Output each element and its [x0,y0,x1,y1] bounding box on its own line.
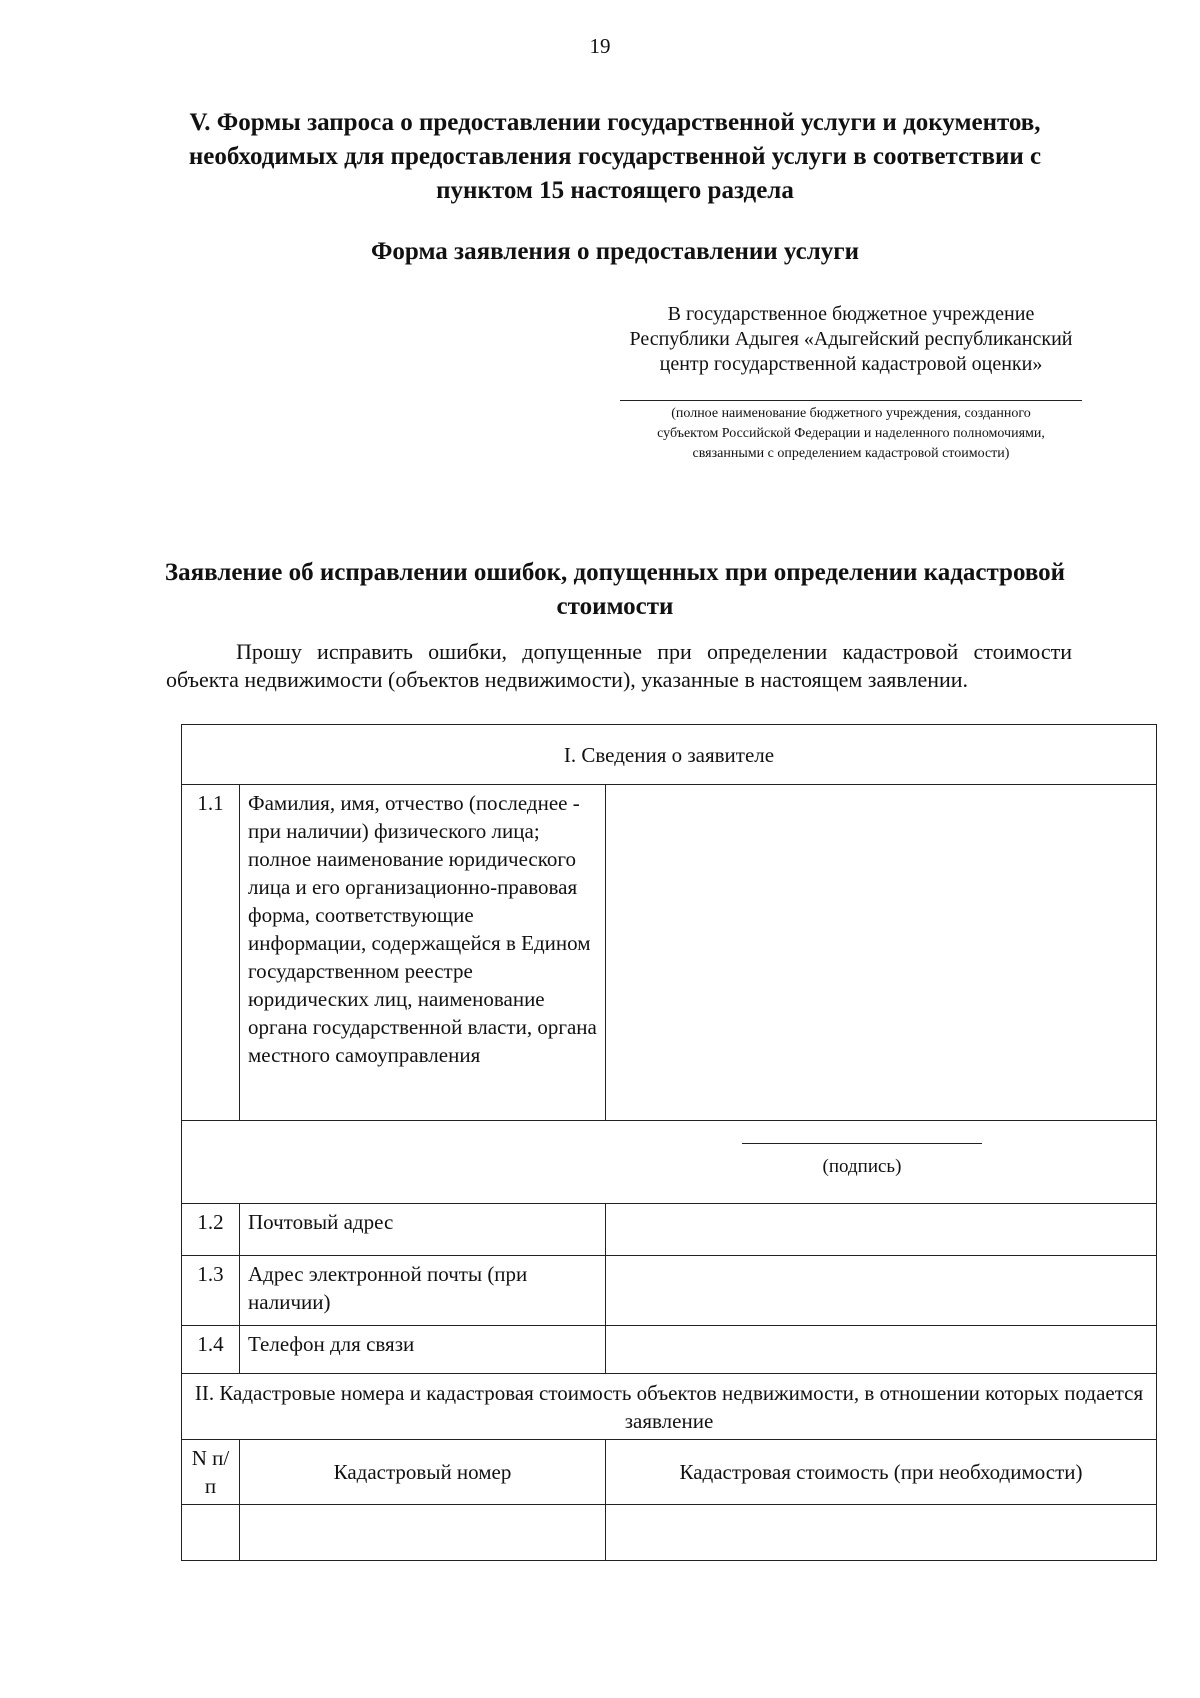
applicant-name-label: Фамилия, имя, отчество (последнее - при наличии) физического лица; полное наименование юридического лица и его организационно-правовая форма, соответствующие информации, содержащейся в Едином государственном реестре юридических лиц, наименование органа государственной власти, органа местного самоуправления [240,785,606,1121]
intro-text: Прошу исправить ошибки, допущенные при определении кадастровой стоимости объекта недвижимости (объектов недвижимости), указанные в настоящем заявлении. [166,639,1072,692]
application-form-table [181,724,1157,1561]
col-cadastral-number-header: Кадастровый номер [240,1440,606,1505]
row-number: 1.1 [182,785,240,1121]
section1-header-row [182,725,1157,785]
recipient-name: В государственное бюджетное учреждение Республики Адыгея «Адыгейский республиканский центр государственной кадастровой оценки» [629,303,1073,375]
phone-field[interactable] [606,1326,1157,1374]
objects-column-header-row [182,1440,1157,1505]
email-row [182,1256,1157,1326]
cadastral-value-field[interactable] [606,1505,1157,1561]
email-label: Адрес электронной почты (при наличии) [240,1256,606,1326]
postal-address-field[interactable] [606,1204,1157,1256]
signature-field[interactable] [182,1121,1157,1204]
phone-label: Телефон для связи [240,1326,606,1374]
section2-header: II. Кадастровые номера и кадастровая стоимость объектов недвижимости, в отношении которых подается заявление [182,1374,1157,1440]
object-number-field[interactable] [182,1505,240,1561]
page-number: 19 [589,34,611,58]
applicant-name-row [182,785,1157,1121]
row-number: 1.4 [182,1326,240,1374]
col-number-header: N п/п [182,1440,240,1505]
form-title: Форма заявления о предоставлении услуги [370,238,860,265]
recipient-caption: (полное наименование бюджетного учреждения, созданного субъектом Российской Федерации и наделенного полномочиями, связанными с определением кадастровой стоимости) [657,406,1045,461]
section1-header: I. Сведения о заявителе [182,725,1157,785]
col-cadastral-value-header: Кадастровая стоимость (при необходимости) [606,1440,1157,1505]
row-number: 1.2 [182,1204,240,1256]
phone-row [182,1326,1157,1374]
signature-row [182,1121,1157,1204]
intro-paragraph [166,638,1072,694]
section2-header-row [182,1374,1157,1440]
email-field[interactable] [606,1256,1157,1326]
postal-address-label: Почтовый адрес [240,1204,606,1256]
postal-address-row [182,1204,1157,1256]
section-title: V. Формы запроса о предоставлении государственной услуги и документов, необходимых для предоставления государственной услуги в соответствии с пунктом 15 настоящего раздела [188,109,1042,204]
row-number: 1.3 [182,1256,240,1326]
applicant-name-field[interactable] [606,785,1157,1121]
cadastral-number-field[interactable] [240,1505,606,1561]
recipient-underline [620,400,1082,401]
objects-empty-row [182,1505,1157,1561]
signature-caption: (подпись) [822,1156,902,1177]
signature-line [742,1143,982,1144]
statement-title: Заявление об исправлении ошибок, допущенных при определении кадастровой стоимости [164,559,1066,620]
